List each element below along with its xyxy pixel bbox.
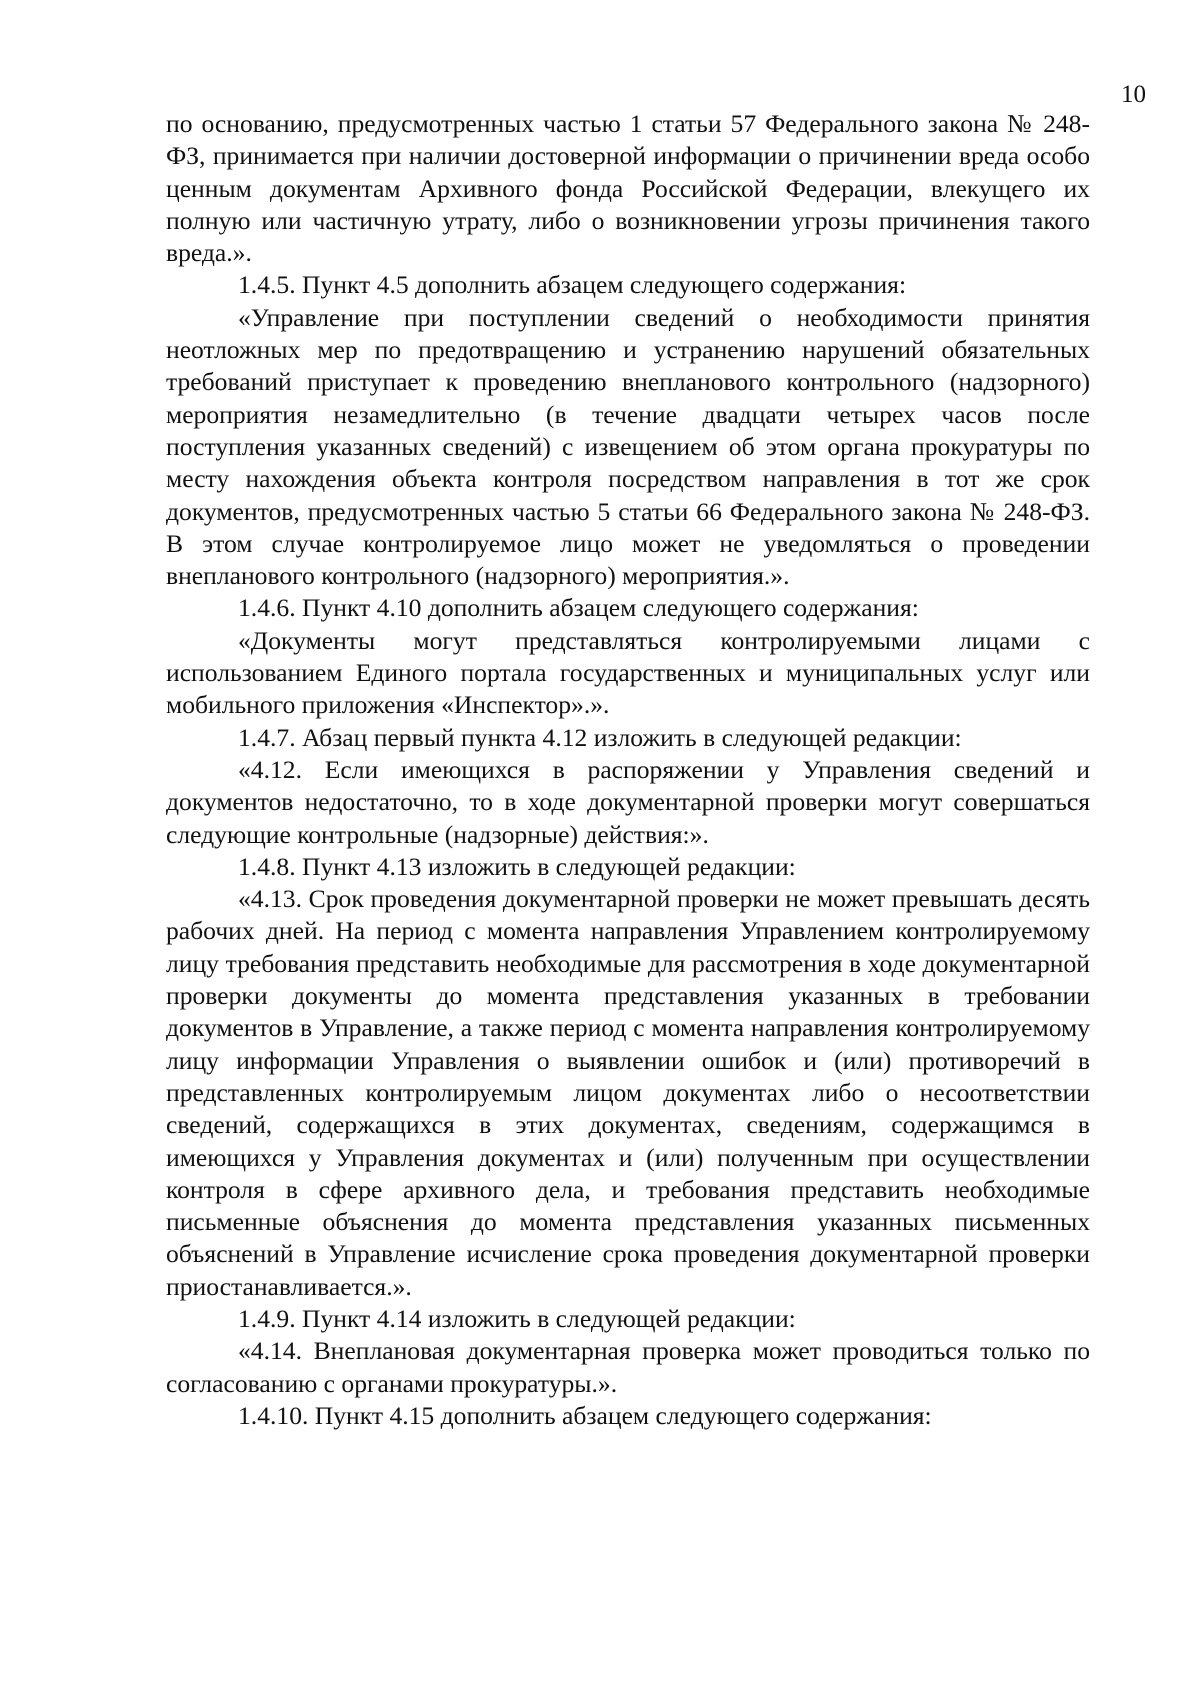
paragraph-item-1-4-9: 1.4.9. Пункт 4.14 изложить в следующей редакции: (238, 1303, 796, 1333)
paragraph-continuation: по основанию, предусмотренных частью 1 статьи 57 Федерального закона № 248-ФЗ, принимается при наличии достоверной информации о причинении вреда особо ценным документам Архивного фонда Российской Федерации, влекущего их полную или частичную утрату, либо о возникновении угрозы причинения такого вреда.». (166, 109, 1090, 268)
paragraph-item-1-4-10: 1.4.10. Пункт 4.15 дополнить абзацем следующего содержания: (238, 1400, 932, 1430)
paragraph-quote-4-5: «Управление при поступлении сведений о необходимости принятия неотложных мер по предотвращению и устранению нарушений обязательных требований приступает к проведению внепланового контрольного (надзорного) мероприятия незамедлительно (в течение двадцати четырех часов после поступления указанных сведений) с извещением об этом органа прокуратуры по месту нахождения объекта контроля посредством направления в тот же срок документов, предусмотренных частью 5 статьи 66 Федерального закона № 248-ФЗ. В этом случае контролируемое лицо может не уведомляться о проведении внепланового контрольного (надзорного) мероприятия.». (166, 302, 1090, 591)
paragraph-quote-4-13: «4.13. Срок проведения документарной проверки не может превышать десять рабочих дней. На период с момента направления Управлением контролируемому лицу требования представить необходимые для рассмотрения в ходе документарной проверки документы до момента представления указанных в требовании документов в Управление, а также период с момента направления контролируемому лицу информации Управления о выявлении ошибок и (или) противоречий в представленных контролируемым лицом документах либо о несоответствии сведений, содержащихся в этих документах, сведениям, содержащимся в имеющихся у Управления документах и (или) полученным при осуществлении контроля в сфере архивного дела, и требования представить необходимые письменные объяснения до момента представления указанных письменных объяснений в Управление исчисление срока проведения документарной проверки приостанавливается.». (166, 884, 1090, 1301)
paragraph-item-1-4-7: 1.4.7. Абзац первый пункта 4.12 изложить в следующей редакции: (238, 722, 962, 752)
paragraph-quote-4-12: «4.12. Если имеющихся в распоряжении у Управления сведений и документов недостаточно, то в ходе документарной проверки могут совершаться следующие контрольные (надзорные) действия:». (166, 754, 1090, 849)
paragraph-quote-4-10: «Документы могут представляться контролируемыми лицами с использованием Единого портала государственных и муниципальных услуг или мобильного приложения «Инспектор».». (166, 625, 1090, 720)
paragraph-quote-4-14: «4.14. Внеплановая документарная проверка может проводиться только по согласованию с органами прокуратуры.». (166, 1336, 1090, 1398)
paragraph-item-1-4-5: 1.4.5. Пункт 4.5 дополнить абзацем следующего содержания: (238, 270, 907, 300)
document-body (166, 108, 1090, 1432)
page-number: 10 (1121, 81, 1146, 108)
paragraph-item-1-4-6: 1.4.6. Пункт 4.10 дополнить абзацем следующего содержания: (238, 593, 919, 623)
paragraph-item-1-4-8: 1.4.8. Пункт 4.13 изложить в следующей редакции: (238, 851, 796, 881)
